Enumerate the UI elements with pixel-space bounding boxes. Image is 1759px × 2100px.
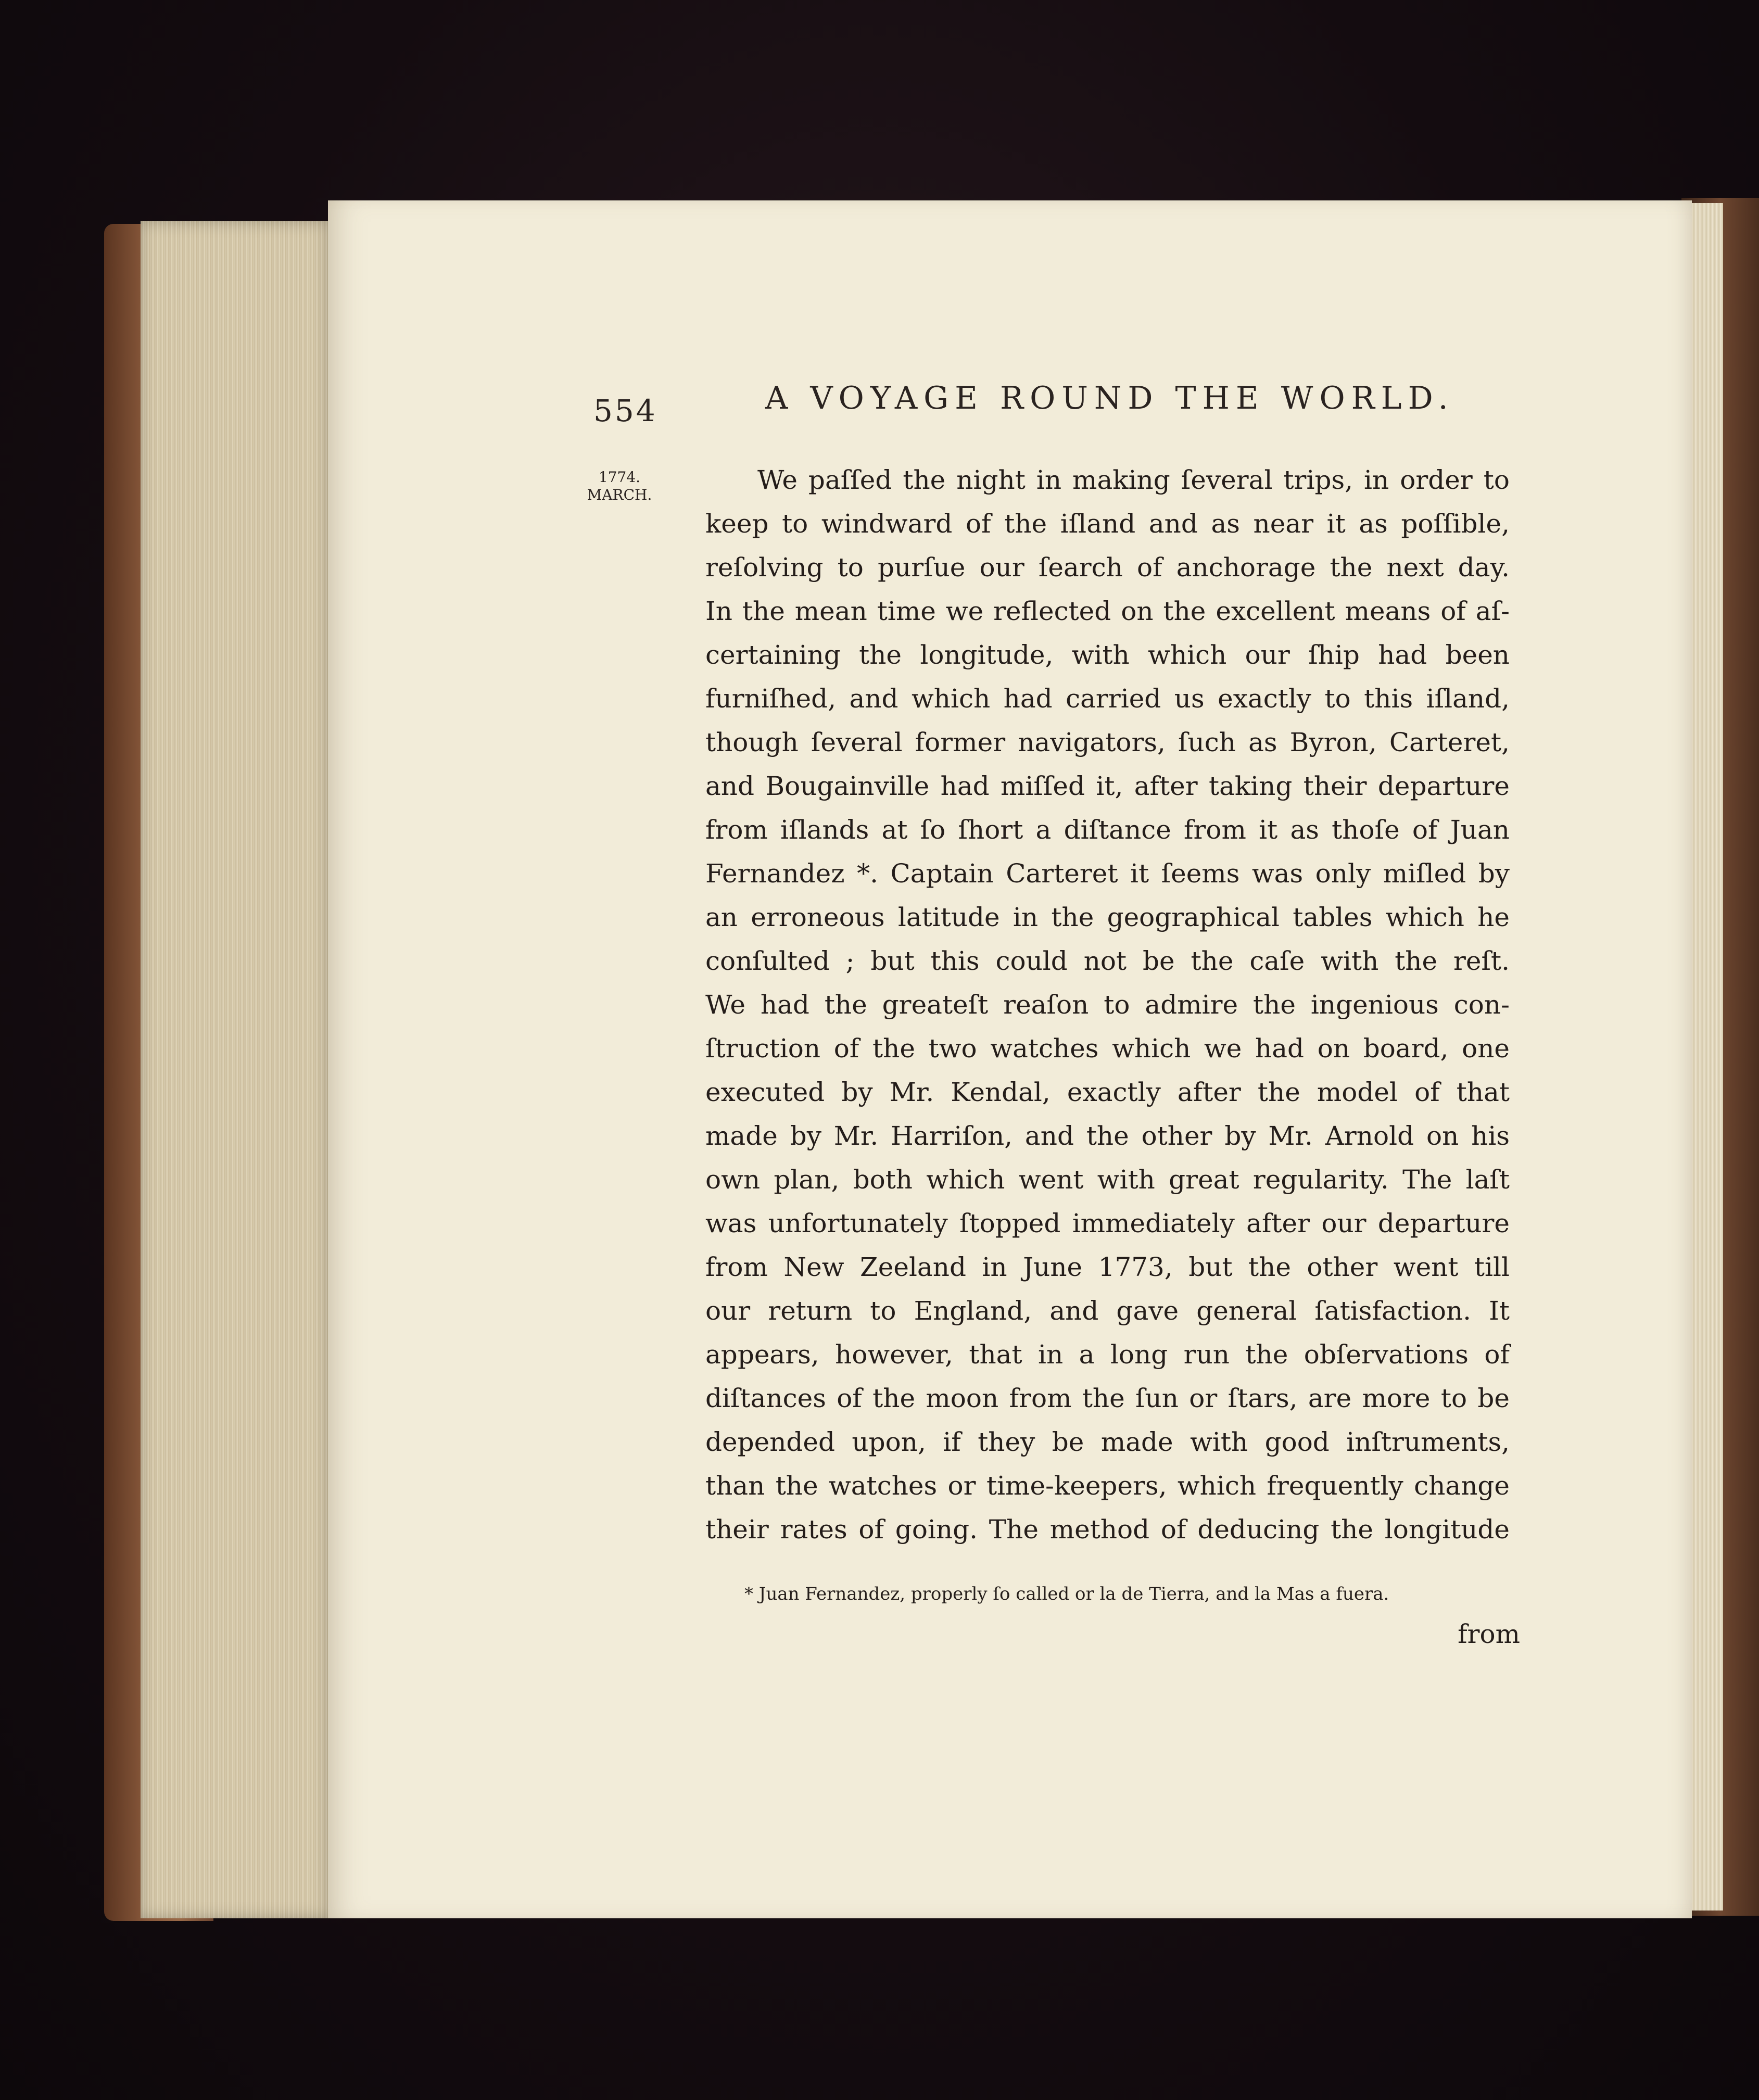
text-line: We paſſed the night in making ſeveral trips, in order to <box>757 465 1510 495</box>
text-line: than the watches or time-keepers, which frequently change <box>705 1471 1510 1501</box>
text-line: from iſlands at ſo ſhort a diſtance from it as thoſe of Juan <box>705 815 1510 845</box>
text-line: keep to windward of the iſland and as near it as poſſible, <box>705 509 1510 539</box>
text-line: from New Zeeland in June 1773, but the other went till <box>705 1252 1510 1282</box>
text-line: though ſeveral former navigators, ſuch as Byron, Carteret, <box>705 727 1510 757</box>
text-line: diſtances of the moon from the ſun or ſtars, are more to be <box>705 1383 1510 1413</box>
footnote: * Juan Fernandez, properly ſo called or la de Tierra, and la Mas a fuera. <box>744 1584 1389 1604</box>
text-line: We had the greateſt reaſon to admire the ingenious con- <box>705 990 1510 1020</box>
text-line: depended upon, if they be made with good inſtruments, <box>705 1427 1510 1457</box>
page-edges-right <box>1692 203 1723 1911</box>
margin-date-note <box>562 469 677 504</box>
text-line: our return to England, and gave general ſatisfaction. It <box>705 1296 1510 1326</box>
margin-month: MARCH. <box>587 486 652 503</box>
text-line: reſolving to purſue our ſearch of anchorage the next day. <box>705 552 1510 583</box>
text-line: made by Mr. Harriſon, and the other by Mr. Arnold on his <box>705 1121 1510 1151</box>
text-line: In the mean time we reflected on the excellent means of aſ- <box>705 596 1510 626</box>
text-line: appears, however, that in a long run the obſervations of <box>705 1339 1510 1370</box>
text-line: an erroneous latitude in the geographical tables which he <box>705 902 1510 932</box>
text-line: their rates of going. The method of deducing the longitude <box>705 1514 1510 1545</box>
page-edges-left <box>141 221 328 1918</box>
text-line: Fernandez *. Captain Carteret it ſeems was only miſled by <box>705 858 1510 889</box>
text-line: conſulted ; but this could not be the caſe with the reſt. <box>705 946 1510 976</box>
text-line: certaining the longitude, with which our ſhip had been <box>705 640 1510 670</box>
page-number: 554 <box>593 393 657 428</box>
catchword: from <box>1458 1619 1520 1649</box>
body-text <box>705 458 1510 1551</box>
margin-year: 1774. <box>598 469 641 486</box>
text-line: own plan, both which went with great regularity. The laſt <box>705 1165 1510 1195</box>
text-line: executed by Mr. Kendal, exactly after the model of that <box>705 1077 1510 1107</box>
text-line: and Bougainville had miſſed it, after taking their departure <box>705 771 1510 801</box>
text-line: was unfortunately ſtopped immediately after our departure <box>705 1208 1510 1238</box>
running-head: A VOYAGE ROUND THE WORLD. <box>765 380 1454 416</box>
text-line: furniſhed, and which had carried us exactly to this iſland, <box>705 684 1510 714</box>
text-line: ſtruction of the two watches which we had on board, one <box>705 1033 1510 1064</box>
